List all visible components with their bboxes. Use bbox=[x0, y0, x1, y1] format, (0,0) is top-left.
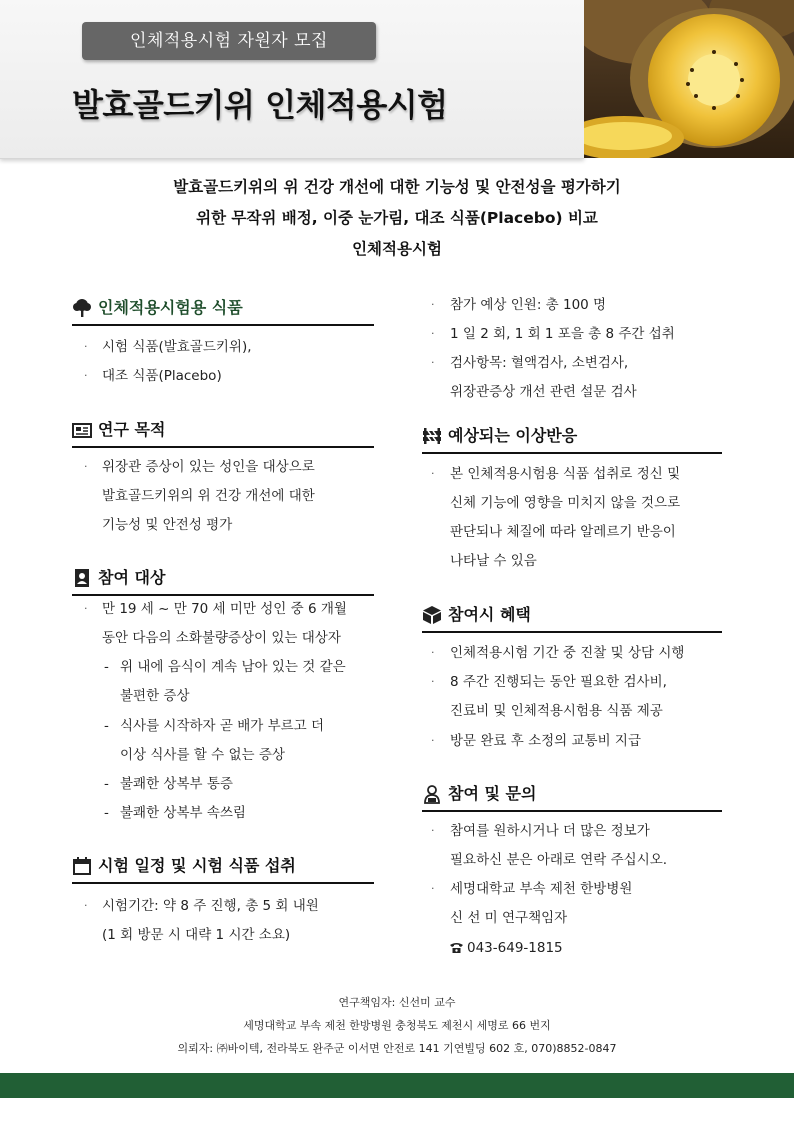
box-icon bbox=[422, 605, 442, 625]
contact-item-cont: 필요하신 분은 아래로 연락 주십시오. bbox=[450, 852, 668, 868]
adverse-line: 판단되나 체질에 따라 알레르기 반응이 bbox=[450, 524, 676, 540]
adverse-line: 신체 기능에 영향을 미치지 않을 것으로 bbox=[450, 495, 681, 511]
phone-icon bbox=[450, 942, 463, 953]
benefit-item: 방문 완료 후 소정의 교통비 지급 bbox=[450, 733, 641, 749]
footer-bar bbox=[0, 1073, 794, 1098]
adverse-line: 본 인체적용시험용 식품 섭취로 정신 및 bbox=[450, 466, 681, 482]
bullet: · bbox=[84, 340, 88, 353]
benefit-item: 인체적용시험 기간 중 진찰 및 상담 시행 bbox=[450, 645, 685, 661]
contact-item: 참여를 원하시거나 더 많은 정보가 bbox=[450, 823, 650, 839]
dash: - bbox=[104, 659, 109, 675]
benefit-item: 8 주간 진행되는 동안 필요한 검사비, bbox=[450, 674, 667, 690]
purpose-line: 발효골드키위의 위 건강 개선에 대한 bbox=[102, 488, 315, 504]
section-target-header bbox=[72, 566, 374, 596]
schedule-line: (1 회 방문 시 대략 1 시간 소요) bbox=[102, 927, 291, 943]
section-food-header bbox=[72, 296, 374, 326]
bullet: · bbox=[84, 602, 88, 615]
bullet: · bbox=[431, 298, 435, 311]
food-item: 시험 식품(발효골드키위), bbox=[102, 339, 252, 355]
target-line: 동안 다음의 소화불량증상이 있는 대상자 bbox=[102, 630, 341, 646]
target-line: 만 19 세 ~ 만 70 세 미만 성인 중 6 개월 bbox=[102, 601, 347, 617]
schedule-line: 시험기간: 약 8 주 진행, 총 5 회 내원 bbox=[102, 898, 319, 914]
bullet: · bbox=[84, 899, 88, 912]
section-title: 참여시 혜택 bbox=[448, 605, 531, 624]
bullet: · bbox=[431, 467, 435, 480]
section-adverse-header bbox=[422, 424, 722, 454]
section-contact-header bbox=[422, 782, 722, 812]
bullet: · bbox=[84, 460, 88, 473]
barrier-icon bbox=[422, 426, 442, 446]
recruitment-badge: 인체적용시험 자원자 모집 bbox=[82, 22, 376, 60]
symptom-item: 불쾌한 상복부 통증 bbox=[120, 776, 233, 792]
bullet: · bbox=[431, 646, 435, 659]
contact-phone bbox=[450, 938, 563, 958]
study-description bbox=[80, 172, 714, 265]
contact-item: 세명대학교 부속 제천 한방병원 bbox=[450, 881, 633, 897]
bullet: · bbox=[431, 327, 435, 340]
bullet: · bbox=[431, 356, 435, 369]
dash: - bbox=[104, 776, 109, 792]
info-item: 참가 예상 인원: 총 100 명 bbox=[450, 297, 607, 313]
subtitle-line: 인체적용시험 bbox=[352, 240, 442, 258]
dash: - bbox=[104, 718, 109, 734]
symptom-item: 위 내에 음식이 계속 남아 있는 것 같은 bbox=[120, 659, 346, 675]
bullet: · bbox=[431, 734, 435, 747]
purpose-line: 기능성 및 안전성 평가 bbox=[102, 517, 233, 533]
footer-pi: 연구책임자: 신선미 교수 bbox=[338, 996, 456, 1009]
calendar-icon bbox=[72, 856, 92, 876]
tree-icon bbox=[72, 298, 92, 318]
purpose-line: 위장관 증상이 있는 성인을 대상으로 bbox=[102, 459, 315, 475]
subtitle-line: 위한 무작위 배정, 이중 눈가림, 대조 식품(Placebo) 비교 bbox=[196, 209, 598, 227]
adverse-line: 나타날 수 있음 bbox=[450, 553, 537, 569]
bullet: · bbox=[84, 369, 88, 382]
bullet: · bbox=[431, 675, 435, 688]
symptom-item-cont: 불편한 증상 bbox=[120, 688, 190, 704]
page-title: 발효골드키위 인체적용시험 bbox=[72, 86, 448, 124]
info-item: 1 일 2 회, 1 회 1 포을 총 8 주간 섭취 bbox=[450, 326, 675, 342]
section-benefit-header bbox=[422, 603, 722, 633]
section-title: 참여 대상 bbox=[98, 568, 166, 587]
section-title: 시험 일정 및 시험 식품 섭취 bbox=[98, 856, 296, 875]
section-title: 연구 목적 bbox=[98, 420, 166, 439]
section-title: 참여 및 문의 bbox=[448, 784, 537, 803]
benefit-item-cont: 진료비 및 인체적용시험용 식품 제공 bbox=[450, 703, 663, 719]
footer-hospital: 세명대학교 부속 제천 한방병원 충청북도 제천시 세명로 66 번지 bbox=[243, 1019, 551, 1032]
symptom-item: 식사를 시작하자 곧 배가 부르고 더 bbox=[120, 718, 325, 734]
contact-person: 신 선 미 연구책임자 bbox=[450, 910, 568, 926]
person-icon bbox=[422, 784, 442, 804]
dash: - bbox=[104, 805, 109, 821]
bullet: · bbox=[431, 882, 435, 895]
id-card-icon bbox=[72, 568, 92, 588]
info-item: 검사항목: 혈액검사, 소변검사, bbox=[450, 355, 629, 371]
phone-number: 043-649-1815 bbox=[467, 940, 563, 956]
symptom-item: 불쾌한 상복부 속쓰림 bbox=[120, 805, 246, 821]
section-schedule-header bbox=[72, 854, 374, 884]
food-item: 대조 식품(Placebo) bbox=[102, 368, 222, 384]
symptom-item-cont: 이상 식사를 할 수 없는 증상 bbox=[120, 747, 285, 763]
section-purpose-header bbox=[72, 418, 374, 448]
info-item-cont: 위장관증상 개선 관련 설문 검사 bbox=[450, 384, 637, 400]
section-title: 예상되는 이상반응 bbox=[448, 426, 578, 445]
bullet: · bbox=[431, 824, 435, 837]
newspaper-icon bbox=[72, 420, 92, 440]
footer-sponsor: 의뢰자: ㈜바이텍, 전라북도 완주군 이서면 안전로 141 기연빌딩 602 호, 070)8852-0847 bbox=[177, 1042, 617, 1055]
kiwi-photo bbox=[584, 0, 794, 158]
subtitle-line: 발효골드키위의 위 건강 개선에 대한 기능성 및 안전성을 평가하기 bbox=[173, 178, 621, 196]
section-title: 인체적용시험용 식품 bbox=[98, 298, 243, 317]
